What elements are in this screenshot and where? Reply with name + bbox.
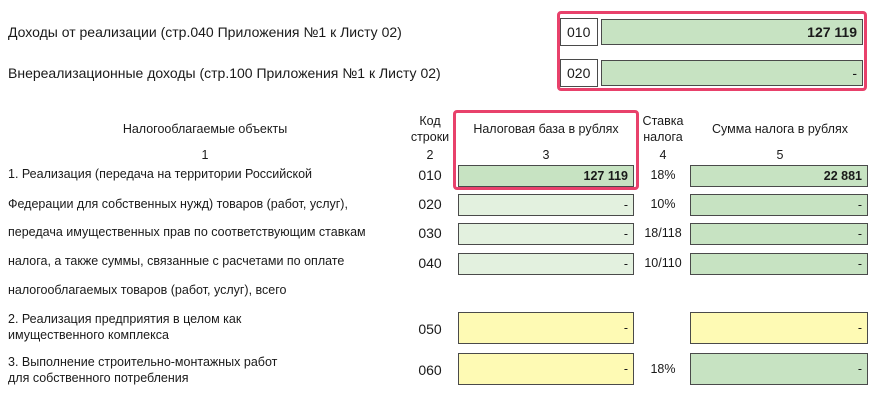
- row-060-desc-line2: для собственного потребления: [8, 371, 189, 385]
- row-060-desc-line1: 3. Выполнение строительно-монтажных работ: [8, 355, 278, 369]
- income-sales-value[interactable]: 127 119: [601, 19, 863, 45]
- col-number-4: 4: [659, 148, 667, 162]
- row-050-tax-amount[interactable]: -: [690, 312, 868, 344]
- desc-line-3: передача имущественных прав по соответствующим ставкам: [8, 225, 366, 239]
- row-010-rate: 18%: [650, 168, 676, 182]
- row-040-tax-amount[interactable]: -: [690, 253, 868, 275]
- header-objects: Налогооблагаемые объекты: [122, 122, 288, 136]
- row-060-tax-amount[interactable]: -: [690, 353, 868, 385]
- row-010-tax-amount[interactable]: 22 881: [690, 165, 868, 187]
- top-values-highlight: [557, 11, 867, 91]
- non-operating-income-value[interactable]: -: [601, 60, 863, 86]
- row-020-tax-amount[interactable]: -: [690, 194, 868, 216]
- income-sales-label: Доходы от реализации (стр.040 Приложения №1 к Листу 02): [8, 24, 402, 40]
- row-040-rate: 10/110: [644, 256, 682, 270]
- row-060-tax-base[interactable]: -: [458, 353, 634, 385]
- non-operating-income-code: 020: [560, 59, 598, 87]
- row-010-tax-base[interactable]: 127 119: [458, 165, 634, 187]
- col-number-1: 1: [201, 148, 209, 162]
- desc-line-2: Федерации для собственных нужд) товаров (работ, услуг),: [8, 197, 348, 211]
- row-040-tax-base[interactable]: -: [458, 253, 634, 275]
- header-code-line2: строки: [410, 130, 450, 144]
- header-code-line1: Код: [419, 114, 441, 128]
- row-030-code: 030: [418, 225, 442, 241]
- row-050-desc-line2: имущественного комплекса: [8, 328, 169, 342]
- row-060-code: 060: [418, 362, 442, 378]
- non-operating-income-label: Внереализационные доходы (стр.100 Приложения №1 к Листу 02): [8, 65, 441, 81]
- tax-base-highlight: [453, 110, 639, 190]
- desc-line-5: налогооблагаемых товаров (работ, услуг), всего: [8, 283, 287, 297]
- row-030-tax-base[interactable]: -: [458, 223, 634, 245]
- desc-line-1: 1. Реализация (передача на территории Российской: [8, 167, 313, 181]
- row-050-desc-line1: 2. Реализация предприятия в целом как: [8, 312, 242, 326]
- row-050-tax-base[interactable]: -: [458, 312, 634, 344]
- row-030-rate: 18/118: [644, 226, 682, 240]
- row-040-code: 040: [418, 255, 442, 271]
- header-rate-line1: Ставка: [642, 114, 684, 128]
- row-060-rate: 18%: [650, 362, 676, 376]
- desc-line-4: налога, а также суммы, связанные с расчетами по оплате: [8, 254, 345, 268]
- col-number-3: 3: [542, 148, 550, 162]
- header-rate-line2: налога: [643, 130, 683, 144]
- header-tax-base: Налоговая база в рублях: [473, 122, 619, 136]
- row-010-code: 010: [418, 167, 442, 183]
- income-sales-code: 010: [560, 18, 598, 46]
- row-030-tax-amount[interactable]: -: [690, 223, 868, 245]
- row-020-tax-base[interactable]: -: [458, 194, 634, 216]
- row-020-code: 020: [418, 196, 442, 212]
- header-tax-amount: Сумма налога в рублях: [712, 122, 848, 136]
- row-050-code: 050: [418, 321, 442, 337]
- col-number-5: 5: [776, 148, 784, 162]
- row-020-rate: 10%: [650, 197, 676, 211]
- col-number-2: 2: [426, 148, 434, 162]
